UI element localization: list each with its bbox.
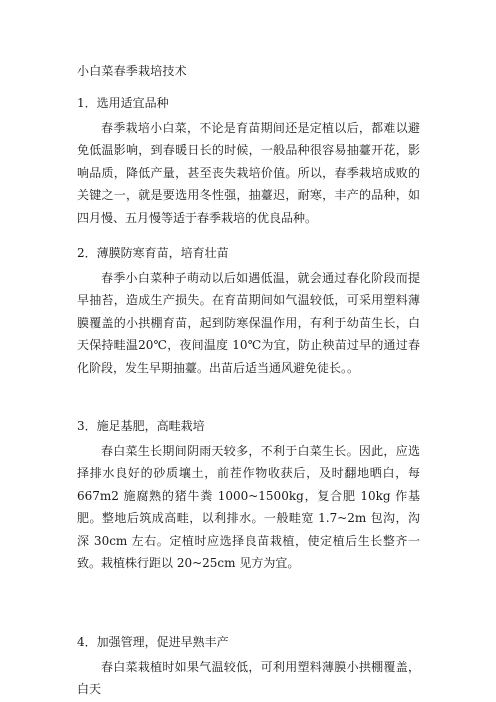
section-heading-3: 3．施足基肥，高畦栽培 bbox=[77, 419, 205, 433]
section-heading-1: 1．选用适宜品种 bbox=[77, 96, 169, 110]
section-heading-4: 4．加强管理，促进早熟丰产 bbox=[77, 635, 229, 649]
section-body-3: 春白菜生长期间阴雨天较多，不利于白菜生长。因此，应选择排水良好的砂质壤土，前茬作物收获后，及时翻地晒白，每 667m2 施腐熟的猪牛粪 1000~1500kg，复合肥 10kg 作基肥。整地后筑成高畦，以利排水。一般畦宽 1.7~2m 包沟，沟深 30cm 左右。定植时应选择良苗栽植，使定植后生长整齐一致。栽植株行距以 20~25cm 见方为宜。 bbox=[77, 444, 420, 571]
section-body-2: 春季小白菜种子萌动以后如遇低温，就会通过春化阶段而提早抽苔，造成生产损失。在育苗期间如气温较低，可采用塑料薄膜覆盖的小拱棚育苗，起到防寒保温作用，有利于幼苗生长，白天保持畦温20℃，夜间温度 10℃为宜，防止秧苗过早的通过春化阶段，发生早期抽薹。出苗后适当通风避免徒长。。 bbox=[77, 271, 420, 375]
section-body-1: 春季栽培小白菜，不论是育苗期间还是定植以后，都难以避免低温影响，到春暖日长的时候，一般品种很容易抽薹开花，影响品质，降低产量，甚至丧失栽培价值。所以，春季栽培成败的关键之一，就是要选用冬性强，抽薹迟，耐寒，丰产的品种，如四月慢、五月慢等适于春季栽培的优良品种。 bbox=[77, 121, 420, 225]
section-heading-2: 2．薄膜防寒育苗，培育壮苗 bbox=[77, 246, 229, 260]
section-body-4: 春白菜栽植时如果气温较低，可利用塑料薄膜小拱棚覆盖，白天 bbox=[77, 660, 420, 697]
document-title: 小白菜春季栽培技术 bbox=[77, 64, 187, 78]
